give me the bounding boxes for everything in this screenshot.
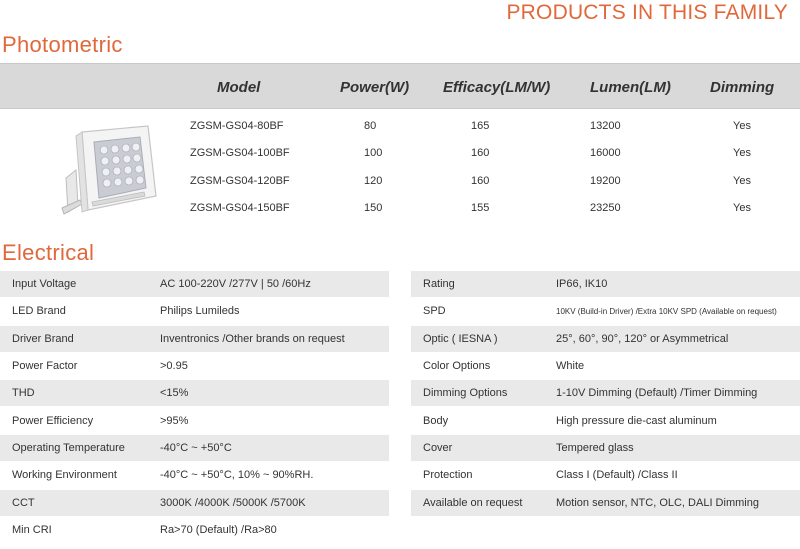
spec-label: Optic ( IESNA ) bbox=[423, 333, 498, 345]
spec-label: Available on request bbox=[423, 497, 523, 509]
row-lumen: 23250 bbox=[590, 202, 621, 214]
electrical-row bbox=[0, 462, 389, 488]
photometric-row bbox=[0, 114, 800, 140]
spec-label: Operating Temperature bbox=[12, 442, 125, 454]
spec-label: Input Voltage bbox=[12, 278, 77, 290]
family-title: PRODUCTS IN THIS FAMILY bbox=[506, 1, 788, 24]
col-header-power: Power(W) bbox=[340, 79, 410, 96]
spec-value: -40°C ~ +50°C, 10% ~ 90%RH. bbox=[160, 469, 314, 481]
row-power: 120 bbox=[364, 175, 383, 187]
row-efficacy: 160 bbox=[471, 147, 490, 159]
row-dimming: Yes bbox=[733, 120, 751, 132]
row-model: ZGSM-GS04-80BF bbox=[190, 120, 284, 132]
photometric-table-header bbox=[0, 63, 800, 109]
row-efficacy: 165 bbox=[471, 120, 490, 132]
spec-value: White bbox=[556, 360, 585, 372]
row-model: ZGSM-GS04-120BF bbox=[190, 175, 290, 187]
spec-label: Protection bbox=[423, 469, 473, 481]
electrical-row bbox=[0, 271, 389, 297]
row-power: 80 bbox=[364, 120, 377, 132]
spec-label: Power Factor bbox=[12, 360, 78, 372]
electrical-row bbox=[0, 490, 389, 516]
row-model: ZGSM-GS04-100BF bbox=[190, 147, 290, 159]
photometric-row bbox=[0, 169, 800, 195]
spec-label: Rating bbox=[423, 278, 455, 290]
spec-value: Inventronics /Other brands on request bbox=[160, 333, 345, 345]
spec-value: IP66, IK10 bbox=[556, 278, 608, 290]
spec-value: Philips Lumileds bbox=[160, 305, 240, 317]
spec-value: High pressure die-cast aluminum bbox=[556, 415, 717, 427]
row-power: 150 bbox=[364, 202, 383, 214]
spec-value: -40°C ~ +50°C bbox=[160, 442, 232, 454]
spec-value: AC 100-220V /277V | 50 /60Hz bbox=[160, 278, 311, 290]
photometric-title: Photometric bbox=[2, 32, 123, 57]
spec-value: Tempered glass bbox=[556, 442, 634, 454]
spec-value: Motion sensor, NTC, OLC, DALI Dimming bbox=[556, 497, 759, 509]
electrical-row bbox=[0, 298, 389, 324]
spec-label: Cover bbox=[423, 442, 453, 454]
photometric-row bbox=[0, 196, 800, 222]
electrical-row bbox=[0, 380, 389, 406]
col-header-efficacy: Efficacy(LM/W) bbox=[443, 79, 551, 96]
electrical-row bbox=[411, 435, 800, 461]
row-dimming: Yes bbox=[733, 202, 751, 214]
row-lumen: 13200 bbox=[590, 120, 621, 132]
spec-label: Body bbox=[423, 415, 449, 427]
electrical-row bbox=[411, 353, 800, 379]
spec-value: >0.95 bbox=[160, 360, 188, 372]
spec-value: 3000K /4000K /5000K /5700K bbox=[160, 497, 306, 509]
row-power: 100 bbox=[364, 147, 383, 159]
electrical-row bbox=[411, 326, 800, 352]
electrical-row bbox=[411, 271, 800, 297]
electrical-row bbox=[411, 298, 800, 324]
spec-label: Min CRI bbox=[12, 524, 52, 536]
row-dimming: Yes bbox=[733, 147, 751, 159]
spec-value: >95% bbox=[160, 415, 189, 427]
electrical-row bbox=[0, 517, 389, 543]
row-dimming: Yes bbox=[733, 175, 751, 187]
electrical-row bbox=[0, 326, 389, 352]
electrical-row bbox=[0, 353, 389, 379]
row-lumen: 19200 bbox=[590, 175, 621, 187]
col-header-dimming: Dimming bbox=[710, 79, 775, 96]
spec-label: Dimming Options bbox=[423, 387, 508, 399]
electrical-row bbox=[411, 380, 800, 406]
spec-value: Ra>70 (Default) /Ra>80 bbox=[160, 524, 277, 536]
electrical-row bbox=[411, 462, 800, 488]
photometric-row bbox=[0, 141, 800, 167]
spec-value: <15% bbox=[160, 387, 189, 399]
spec-value: 25°, 60°, 90°, 120° or Asymmetrical bbox=[556, 333, 729, 345]
row-model: ZGSM-GS04-150BF bbox=[190, 202, 290, 214]
electrical-title: Electrical bbox=[2, 240, 95, 265]
row-efficacy: 160 bbox=[471, 175, 490, 187]
col-header-model: Model bbox=[217, 79, 261, 96]
electrical-row bbox=[411, 408, 800, 434]
spec-value: 10KV (Build-in Driver) /Extra 10KV SPD (Available on request) bbox=[556, 307, 777, 316]
spec-value: Class I (Default) /Class II bbox=[556, 469, 678, 481]
spec-label: LED Brand bbox=[12, 305, 66, 317]
spec-label: THD bbox=[12, 387, 35, 399]
spec-label: CCT bbox=[12, 497, 35, 509]
spec-label: Working Environment bbox=[12, 469, 117, 481]
electrical-row bbox=[411, 490, 800, 516]
spec-label: SPD bbox=[423, 305, 446, 317]
spec-label: Color Options bbox=[423, 360, 491, 372]
spec-label: Driver Brand bbox=[12, 333, 74, 345]
col-header-lumen: Lumen(LM) bbox=[590, 79, 671, 96]
electrical-row bbox=[0, 435, 389, 461]
row-lumen: 16000 bbox=[590, 147, 621, 159]
electrical-row bbox=[0, 408, 389, 434]
spec-value: 1-10V Dimming (Default) /Timer Dimming bbox=[556, 387, 758, 399]
spec-label: Power Efficiency bbox=[12, 415, 94, 427]
row-efficacy: 155 bbox=[471, 202, 490, 214]
